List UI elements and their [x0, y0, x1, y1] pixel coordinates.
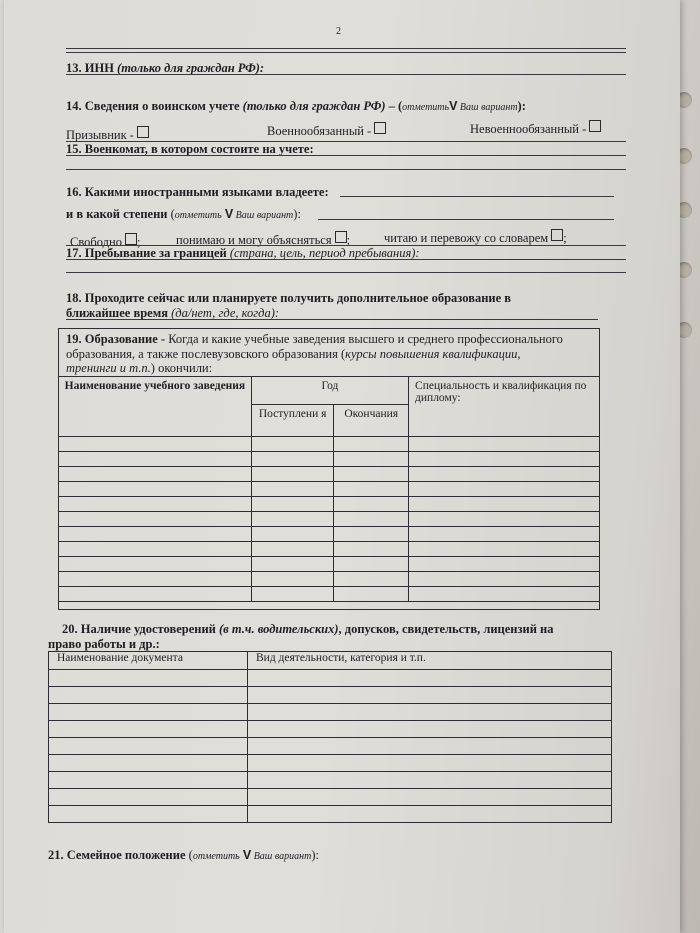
q16-option-understand[interactable]: понимаю и могу объясняться ;: [176, 233, 351, 247]
table-cell[interactable]: [59, 497, 252, 512]
q14-option-liable[interactable]: Военнообязанный -: [267, 122, 386, 139]
checkbox[interactable]: [589, 120, 601, 132]
table-cell[interactable]: [334, 572, 409, 587]
table-cell[interactable]: [334, 542, 409, 557]
q20-label-line2: право работы и др.:: [48, 637, 160, 651]
table-cell[interactable]: [334, 467, 409, 482]
education-table: [58, 376, 600, 602]
table-cell[interactable]: [49, 721, 248, 738]
table-cell[interactable]: [251, 512, 334, 527]
table-cell[interactable]: [251, 542, 334, 557]
table-cell[interactable]: [248, 721, 612, 738]
q16-level-line: [318, 219, 614, 220]
table-cell[interactable]: [59, 587, 252, 602]
col-end-year: Окончания: [334, 405, 409, 437]
certificates-table: [48, 651, 612, 823]
table-cell[interactable]: [409, 512, 600, 527]
table-cell[interactable]: [251, 437, 334, 452]
table-cell[interactable]: [59, 437, 252, 452]
checkbox[interactable]: [551, 229, 563, 241]
q18-label-line1: 18. Проходите сейчас или планируете получить дополнительное образование в: [66, 291, 512, 305]
q16-option-fluent[interactable]: Свободно ;: [70, 235, 141, 249]
q16-languages-line[interactable]: [340, 196, 614, 197]
table-cell[interactable]: [248, 806, 612, 823]
table-cell[interactable]: [251, 557, 334, 572]
col-specialty: Специальность и квалификация по диплому:: [409, 377, 600, 437]
col-year: Год: [251, 377, 408, 405]
table-cell[interactable]: [49, 704, 248, 721]
table-cell[interactable]: [49, 687, 248, 704]
table-cell[interactable]: [248, 704, 612, 721]
checkbox[interactable]: [335, 231, 347, 243]
table-cell[interactable]: [409, 527, 600, 542]
q14-option-not-liable[interactable]: Невоеннообязанный -: [470, 120, 601, 137]
page-number: 2: [336, 26, 341, 37]
q16-option-dictionary[interactable]: читаю и перевожу со словарем ;: [384, 231, 567, 245]
table-cell[interactable]: [59, 482, 252, 497]
table-cell[interactable]: [409, 497, 600, 512]
table-cell[interactable]: [248, 687, 612, 704]
table-cell[interactable]: [409, 482, 600, 497]
table-cell[interactable]: [251, 467, 334, 482]
q19-label-line1: 19. Образование - Когда и какие учебные заведения высшего и среднего профессионального: [66, 332, 563, 346]
table-cell[interactable]: [248, 755, 612, 772]
q16-level-label: и в какой степени (отметить V Ваш вариант):: [66, 207, 301, 221]
col-document: Наименование документа: [49, 652, 248, 670]
table-cell[interactable]: [334, 482, 409, 497]
table-cell[interactable]: [248, 789, 612, 806]
table-cell[interactable]: [334, 557, 409, 572]
table-cell[interactable]: [251, 527, 334, 542]
q14-option-conscript[interactable]: Призывник -: [66, 126, 149, 143]
checkbox[interactable]: [137, 126, 149, 138]
table-cell[interactable]: [251, 452, 334, 467]
col-start-year: Поступлени я: [251, 405, 334, 437]
table-cell[interactable]: [334, 497, 409, 512]
table-cell[interactable]: [248, 738, 612, 755]
q18-line[interactable]: [66, 319, 598, 320]
table-cell[interactable]: [49, 789, 248, 806]
q19-label-line2: образования, а также послевузовского образования (курсы повышения квалификации,: [66, 347, 521, 361]
table-cell[interactable]: [409, 452, 600, 467]
col-institution: Наименование учебного заведения: [59, 377, 252, 437]
table-cell[interactable]: [409, 437, 600, 452]
table-cell[interactable]: [49, 772, 248, 789]
table-cell[interactable]: [251, 482, 334, 497]
table-cell[interactable]: [409, 572, 600, 587]
q13-line[interactable]: [66, 74, 626, 75]
top-rule: [66, 48, 626, 49]
q20-label-line1: 20. Наличие удостоверений (в т.ч. водительских), допусков, свидетельств, лицензий на: [62, 622, 554, 636]
table-cell[interactable]: [59, 557, 252, 572]
table-cell[interactable]: [59, 452, 252, 467]
table-cell[interactable]: [49, 670, 248, 687]
table-cell[interactable]: [59, 527, 252, 542]
table-cell[interactable]: [49, 755, 248, 772]
table-cell[interactable]: [334, 512, 409, 527]
table-cell[interactable]: [49, 806, 248, 823]
q21-label: 21. Семейное положение (отметить V Ваш вариант):: [48, 848, 319, 862]
table-cell[interactable]: [251, 587, 334, 602]
q19-label-line3: тренинги и т.п.) окончили:: [66, 361, 213, 375]
table-cell[interactable]: [334, 452, 409, 467]
q16-label: 16. Какими иностранными языками владеете:: [66, 185, 329, 199]
q17-line[interactable]: [66, 272, 626, 273]
table-cell[interactable]: [59, 467, 252, 482]
table-cell[interactable]: [251, 497, 334, 512]
form-page: [4, 0, 680, 933]
q15-line[interactable]: [66, 169, 626, 170]
table-cell[interactable]: [409, 542, 600, 557]
table-cell[interactable]: [334, 437, 409, 452]
table-cell[interactable]: [334, 527, 409, 542]
q17-line[interactable]: [66, 259, 626, 260]
col-activity: Вид деятельности, категория и т.п.: [248, 652, 612, 670]
checkbox[interactable]: [374, 122, 386, 134]
table-cell[interactable]: [409, 587, 600, 602]
q15-label: 15. Военкомат, в котором состоите на учете:: [66, 142, 314, 156]
table-cell[interactable]: [59, 572, 252, 587]
q15-line[interactable]: [66, 155, 626, 156]
q13-label: 13. ИНН (только для граждан РФ):: [66, 61, 265, 75]
table-cell[interactable]: [334, 587, 409, 602]
table-cell[interactable]: [248, 772, 612, 789]
table-cell[interactable]: [49, 738, 248, 755]
table-cell[interactable]: [248, 670, 612, 687]
q17-label: 17. Пребывание за границей (страна, цель, период пребывания):: [66, 246, 420, 260]
checkbox[interactable]: [125, 233, 137, 245]
q14-label: 14. Сведения о воинском учете (только для граждан РФ) – (отметитьV Ваш вариант):: [66, 99, 526, 113]
table-cell[interactable]: [251, 572, 334, 587]
q18-label-line2: ближайшее время (да/нет, где, когда):: [66, 306, 280, 320]
top-rule: [66, 52, 626, 53]
table-cell[interactable]: [59, 512, 252, 527]
table-cell[interactable]: [409, 467, 600, 482]
table-cell[interactable]: [409, 557, 600, 572]
table-cell[interactable]: [59, 542, 252, 557]
